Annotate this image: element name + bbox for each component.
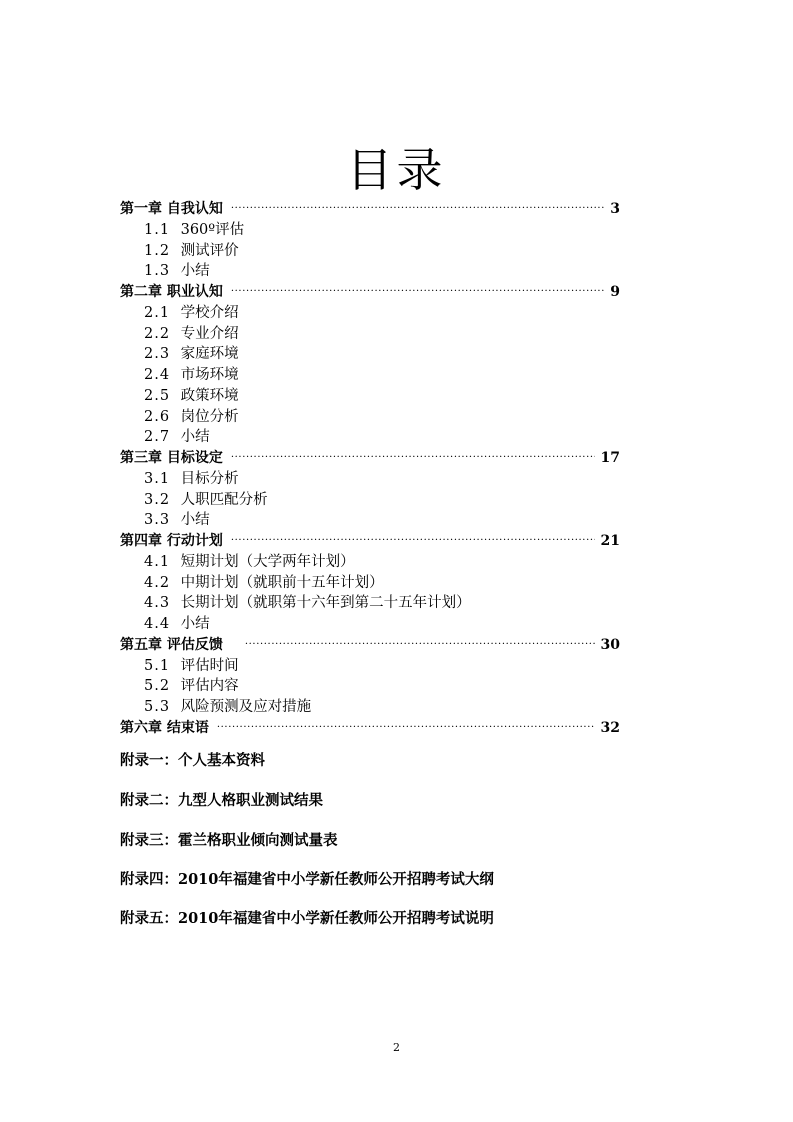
- chapter-page-number: 9: [610, 284, 620, 300]
- section-title: 评估时间: [180, 657, 239, 674]
- chapter-page-number: 17: [600, 450, 620, 466]
- section-title: 市场环境: [180, 367, 239, 383]
- toc-chapter-6[interactable]: [120, 718, 620, 739]
- toc-chapter-5[interactable]: [120, 635, 620, 656]
- section-title: 小结: [180, 616, 210, 632]
- appendix-4[interactable]: 附录四：2010年福建省中小学新任教师公开招聘考试大纲: [120, 871, 494, 888]
- dot-leader: [231, 448, 595, 469]
- section-title: 目标分析: [180, 470, 239, 487]
- toc-section[interactable]: [120, 697, 620, 718]
- section-number: 5.3: [144, 699, 171, 715]
- toc-section[interactable]: [120, 676, 620, 697]
- dot-leader: [231, 282, 604, 303]
- toc-title: 目录: [346, 143, 447, 197]
- toc-section[interactable]: [120, 510, 620, 531]
- section-title: 中期计划（就职前十五年计划）: [180, 574, 384, 591]
- chapter-page-number: 3: [610, 201, 620, 217]
- chapter-title: 第六章 结束语: [120, 719, 209, 736]
- toc-section[interactable]: [120, 427, 620, 448]
- toc-section[interactable]: [120, 469, 620, 490]
- toc-chapter-3[interactable]: [120, 448, 620, 469]
- section-title: 小结: [180, 429, 210, 446]
- appendix-2[interactable]: 附录二：九型人格职业测试结果: [120, 792, 323, 809]
- chapter-page-number: 32: [600, 719, 620, 736]
- section-number: 5.2: [144, 678, 171, 695]
- section-number: 4.2: [144, 574, 171, 591]
- section-number: 4.4: [144, 616, 171, 632]
- section-number: 2.1: [144, 304, 171, 321]
- section-title: 长期计划（就职第十六年到第二十五年计划）: [180, 595, 471, 612]
- section-number: 2.5: [144, 387, 171, 404]
- page-number: 2: [393, 1041, 400, 1054]
- appendix-3[interactable]: 附录三：霍兰格职业倾向测试量表: [120, 832, 338, 849]
- section-number: 2.7: [144, 429, 171, 446]
- toc-section[interactable]: [120, 573, 620, 594]
- section-title: 评估内容: [180, 678, 239, 695]
- toc-section[interactable]: [120, 241, 620, 262]
- section-number: 1.3: [144, 263, 171, 280]
- dot-leader: [217, 718, 595, 739]
- section-number: 2.3: [144, 346, 171, 363]
- section-title: 学校介绍: [180, 304, 239, 321]
- section-title: 360º评估: [180, 221, 245, 238]
- toc-section[interactable]: [120, 552, 620, 573]
- section-number: 3.1: [144, 470, 171, 487]
- toc-chapter-1[interactable]: [120, 199, 620, 220]
- section-title: 专业介绍: [180, 325, 239, 342]
- toc-section[interactable]: [120, 593, 620, 614]
- toc-section[interactable]: [120, 386, 620, 407]
- section-number: 2.4: [144, 367, 171, 383]
- section-number: 1.2: [144, 242, 171, 259]
- dot-leader: [231, 531, 595, 552]
- toc-section[interactable]: [120, 407, 620, 428]
- toc-chapter-4[interactable]: [120, 531, 620, 552]
- dot-leader: [245, 635, 595, 656]
- chapter-page-number: 21: [600, 533, 620, 549]
- section-title: 小结: [180, 512, 210, 529]
- table-of-contents: [120, 199, 620, 739]
- toc-section[interactable]: [120, 344, 620, 365]
- toc-section[interactable]: [120, 656, 620, 677]
- chapter-title: 第五章 评估反馈: [120, 636, 223, 653]
- section-number: 3.3: [144, 512, 171, 529]
- section-title: 短期计划（大学两年计划）: [180, 553, 355, 570]
- appendix-1[interactable]: 附录一：个人基本资料: [120, 752, 265, 769]
- section-title: 小结: [180, 263, 210, 280]
- section-title: 政策环境: [180, 387, 239, 404]
- chapter-title: 第四章 行动计划: [120, 533, 223, 549]
- toc-section[interactable]: [120, 220, 620, 241]
- section-number: 4.1: [144, 553, 171, 570]
- toc-section[interactable]: [120, 324, 620, 345]
- toc-section[interactable]: [120, 490, 620, 511]
- section-title: 岗位分析: [180, 408, 239, 425]
- chapter-title: 第一章 自我认知: [120, 201, 223, 217]
- section-title: 人职匹配分析: [180, 491, 268, 508]
- toc-section[interactable]: [120, 261, 620, 282]
- toc-section[interactable]: [120, 365, 620, 386]
- appendix-5[interactable]: 附录五：2010年福建省中小学新任教师公开招聘考试说明: [120, 910, 494, 927]
- section-title: 风险预测及应对措施: [180, 699, 312, 715]
- toc-section[interactable]: [120, 303, 620, 324]
- dot-leader: [231, 199, 604, 220]
- section-title: 家庭环境: [180, 346, 239, 363]
- toc-section[interactable]: [120, 614, 620, 635]
- chapter-title: 第三章 目标设定: [120, 450, 223, 466]
- toc-chapter-2[interactable]: [120, 282, 620, 303]
- section-number: 2.6: [144, 408, 171, 425]
- section-title: 测试评价: [180, 242, 239, 259]
- section-number: 3.2: [144, 491, 171, 508]
- section-number: 5.1: [144, 657, 171, 674]
- section-number: 2.2: [144, 325, 171, 342]
- chapter-page-number: 30: [600, 636, 620, 653]
- section-number: 4.3: [144, 595, 171, 612]
- chapter-title: 第二章 职业认知: [120, 284, 223, 300]
- section-number: 1.1: [144, 221, 171, 238]
